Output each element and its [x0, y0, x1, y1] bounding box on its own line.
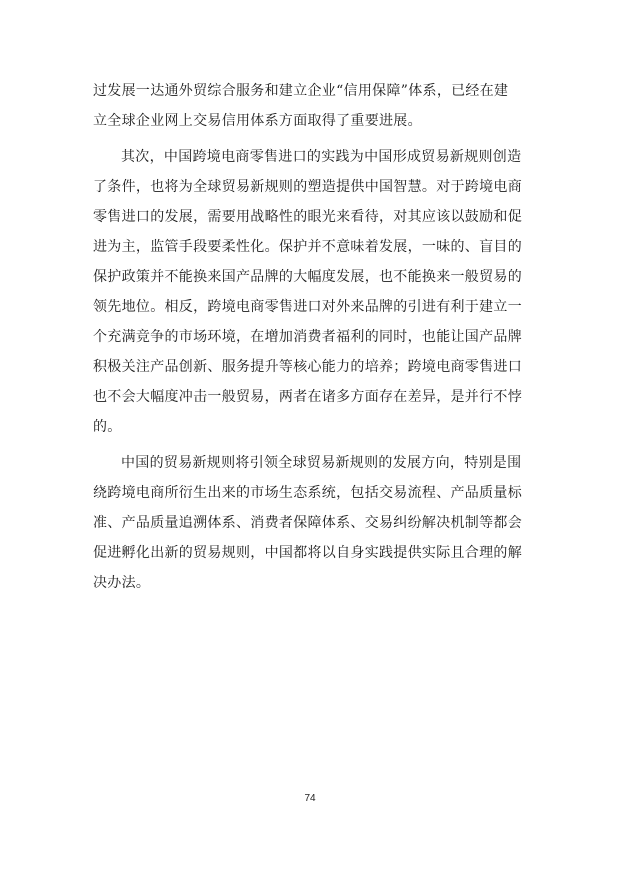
page-number: 74: [304, 793, 316, 804]
text-line: 的。: [93, 419, 122, 435]
paragraph-1: [93, 76, 531, 136]
text-line: 准、产品质量追溯体系、消费者保障体系、交易纠纷解决机制等都会: [93, 515, 522, 531]
body-text: [93, 76, 531, 598]
text-line: 中国的贸易新规则将引领全球贸易新规则的发展方向，特别是围: [121, 455, 522, 471]
text-line: 促进孵化出新的贸易规则，中国都将以自身实践提供实际且合理的解: [93, 545, 522, 561]
text-line: 领先地位。相反，跨境电商零售进口对外来品牌的引进有利于建立一: [93, 299, 522, 315]
text-line: 其次，中国跨境电商零售进口的实践为中国形成贸易新规则创造: [121, 149, 522, 165]
text-line: 了条件，也将为全球贸易新规则的塑造提供中国智慧。对于跨境电商: [93, 179, 522, 195]
text-line: 绕跨境电商所衍生出来的市场生态系统，包括交易流程、产品质量标: [93, 485, 522, 501]
paragraph-3: [93, 448, 531, 598]
text-line: 也不会大幅度冲击一般贸易，两者在诸多方面存在差异，是并行不悖: [93, 389, 522, 405]
text-line: 积极关注产品创新、服务提升等核心能力的培养；跨境电商零售进口: [93, 359, 522, 375]
text-line: 立全球企业网上交易信用体系方面取得了重要进展。: [93, 113, 422, 129]
text-line: 零售进口的发展，需要用战略性的眼光来看待，对其应该以鼓励和促: [93, 209, 522, 225]
text-line: 过发展一达通外贸综合服务和建立企业“信用保障”体系，已经在建: [93, 83, 509, 99]
text-line: 个充满竞争的市场环境，在增加消费者福利的同时，也能让国产品牌: [93, 329, 522, 345]
text-line: 决办法。: [93, 575, 151, 591]
paragraph-2: [93, 142, 531, 442]
text-line: 保护政策并不能换来国产品牌的大幅度发展，也不能换来一般贸易的: [93, 269, 522, 285]
text-line: 进为主，监管手段要柔性化。保护并不意味着发展，一味的、盲目的: [93, 239, 522, 255]
